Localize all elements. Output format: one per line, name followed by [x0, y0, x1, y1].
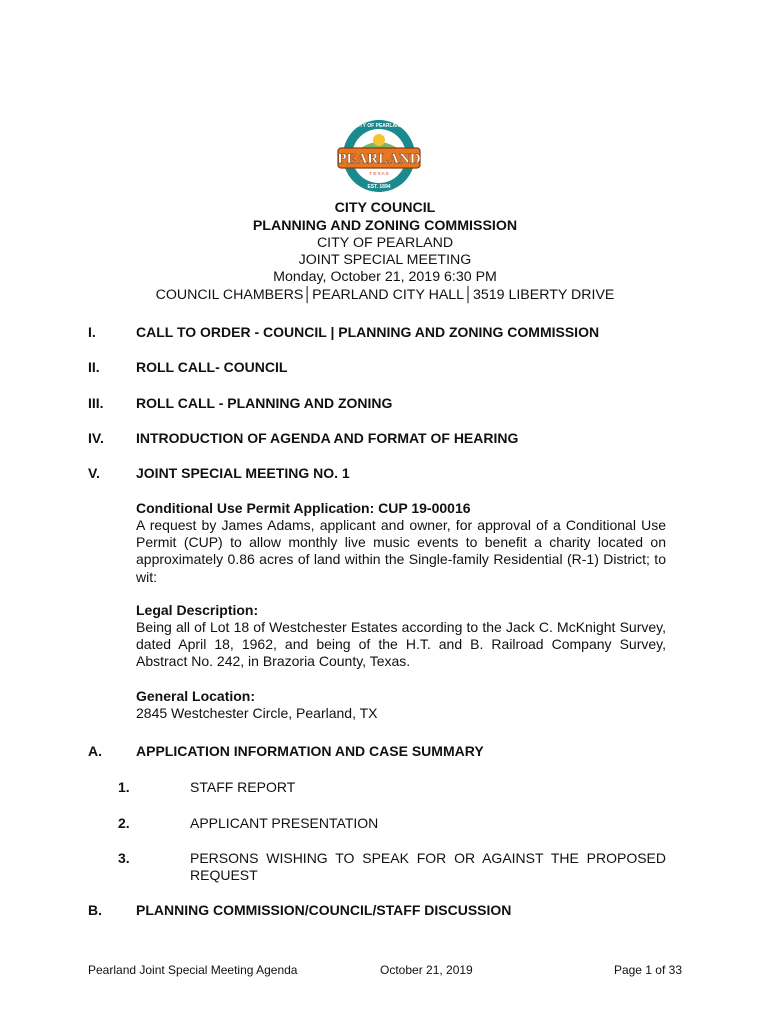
agenda-item-joint-meeting: JOINT SPECIAL MEETING NO. 1	[136, 465, 350, 481]
agenda-item-call-to-order: CALL TO ORDER - COUNCIL | PLANNING AND ZONING COMMISSION	[136, 324, 600, 340]
section-a-letter: A.	[88, 743, 102, 759]
agenda-item-roll-call-pz: ROLL CALL - PLANNING AND ZONING	[136, 395, 393, 411]
sub-item-staff-report: STAFF REPORT	[190, 779, 296, 795]
header-city: CITY OF PEARLAND	[316, 235, 454, 251]
agenda-item-roll-call-council: ROLL CALL- COUNCIL	[136, 359, 288, 375]
agenda-num-2: II.	[88, 359, 100, 375]
seal-est: EST. 1894	[367, 184, 391, 190]
agenda-num-5: V.	[88, 465, 100, 481]
section-b-letter: B.	[88, 902, 102, 918]
seal-state: T E X A S	[369, 171, 389, 176]
footer-date: October 21, 2019	[380, 963, 473, 977]
agenda-num-4: IV.	[88, 430, 104, 446]
legal-body: Being all of Lot 18 of Westchester Estates according to the Jack C. McKnight Survey, dated April 18, 1962, and being of the H.T. and B. Railroad Company Survey, Abstract No. 242, in Brazoria County, Texas.	[136, 619, 666, 670]
sub-item-persons-wishing: PERSONS WISHING TO SPEAK FOR OR AGAINST THE PROPOSED REQUEST	[190, 850, 666, 883]
location-body: 2845 Westchester Circle, Pearland, TX	[136, 705, 378, 721]
legal-title: Legal Description:	[136, 602, 259, 618]
sub-num-2: 2.	[118, 815, 130, 831]
seal-sun	[373, 134, 385, 146]
location-title: General Location:	[136, 688, 256, 704]
seal-name: PEARLAND	[337, 151, 421, 167]
header-meeting-type: JOINT SPECIAL MEETING	[298, 252, 472, 268]
sub-num-3: 3.	[118, 850, 130, 866]
sub-num-1: 1.	[118, 779, 130, 795]
agenda-num-1: I.	[88, 324, 96, 340]
seal-top-arc: CITY OF PEARLAND	[354, 123, 404, 129]
agenda-num-3: III.	[88, 395, 104, 411]
city-seal-logo	[336, 116, 422, 196]
header-commission: PLANNING AND ZONING COMMISSION	[252, 218, 518, 234]
header-city-council: CITY COUNCIL	[334, 200, 436, 216]
header-date-time: Monday, October 21, 2019 6:30 PM	[273, 269, 497, 285]
section-b-title: PLANNING COMMISSION/COUNCIL/STAFF DISCUSSION	[136, 902, 512, 918]
cup-title: Conditional Use Permit Application: CUP 19-00016	[136, 500, 471, 516]
cup-body: A request by James Adams, applicant and owner, for approval of a Conditional Use Permit (CUP) to allow monthly live music events to benefit a charity located on approximately 0.86 acres of land within the Single-family Residential (R-1) District; to wit:	[136, 517, 666, 585]
section-a-title: APPLICATION INFORMATION AND CASE SUMMARY	[136, 743, 484, 759]
footer-left: Pearland Joint Special Meeting Agenda	[88, 963, 298, 977]
header-location: COUNCIL CHAMBERS│PEARLAND CITY HALL│3519 LIBERTY DRIVE	[155, 287, 615, 303]
footer-page-number: Page 1 of 33	[613, 963, 682, 977]
agenda-item-introduction: INTRODUCTION OF AGENDA AND FORMAT OF HEARING	[136, 430, 519, 446]
sub-item-applicant-presentation: APPLICANT PRESENTATION	[190, 815, 379, 831]
